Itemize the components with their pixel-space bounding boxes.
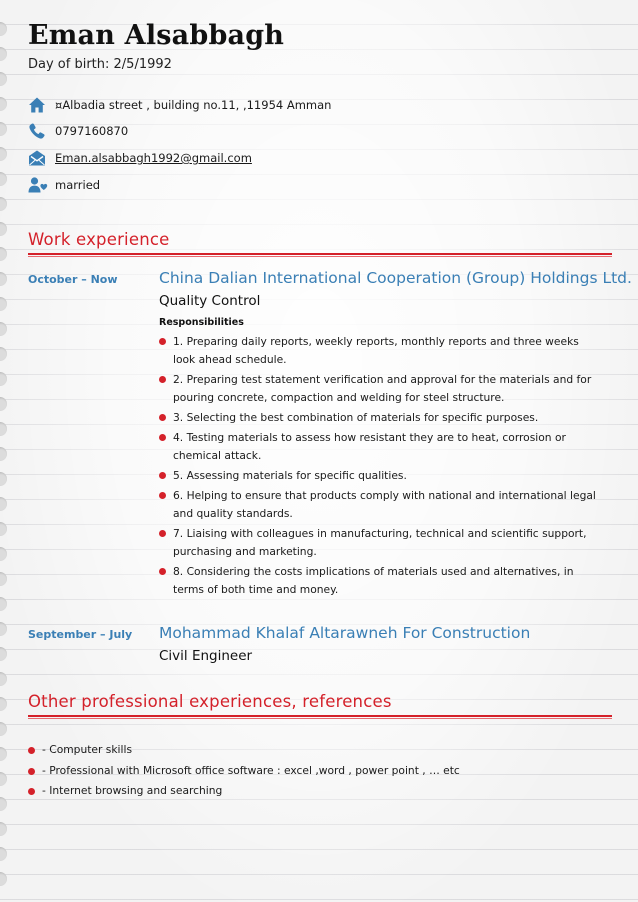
- binding-hole: [0, 647, 7, 661]
- list-item: 1. Preparing daily reports, weekly reports, monthly reports and three weeks look ahead schedule.: [159, 333, 604, 369]
- list-item: - Computer skills: [28, 740, 460, 761]
- binding-hole: [0, 447, 7, 461]
- binding-hole: [0, 872, 7, 886]
- binding-hole: [0, 722, 7, 736]
- binding-hole: [0, 772, 7, 786]
- home-icon: [28, 96, 46, 114]
- contact-address: [28, 95, 332, 115]
- user-heart-icon: [28, 176, 46, 194]
- binding-hole: [0, 222, 7, 236]
- contact-marital-status: [28, 175, 101, 195]
- binding-hole: [0, 597, 7, 611]
- resume-page: [28, 0, 632, 902]
- list-item: 5. Assessing materials for specific qualities.: [159, 467, 604, 485]
- binding-hole: [0, 272, 7, 286]
- job-period: September – July: [28, 628, 133, 641]
- section-divider: [28, 253, 612, 257]
- binding-hole: [0, 672, 7, 686]
- binding-hole: [0, 572, 7, 586]
- list-item: 6. Helping to ensure that products comply with national and international legal and quality standards.: [159, 487, 604, 523]
- list-item: 3. Selecting the best combination of materials for specific purposes.: [159, 409, 604, 427]
- binding-hole: [0, 497, 7, 511]
- email-icon: [28, 149, 46, 167]
- list-item: - Internet browsing and searching: [28, 781, 460, 802]
- job-period: October – Now: [28, 273, 118, 286]
- binding-hole: [0, 197, 7, 211]
- binding-hole: [0, 747, 7, 761]
- binding-hole: [0, 697, 7, 711]
- list-item: - Professional with Microsoft office software : excel ,word , power point , … etc: [28, 761, 460, 782]
- binding-hole: [0, 622, 7, 636]
- list-item: 7. Liaising with colleagues in manufacturing, technical and scientific support, purchasing and marketing.: [159, 525, 604, 561]
- employer-name: Mohammad Khalaf Altarawneh For Construction: [159, 624, 531, 642]
- list-item: 8. Considering the costs implications of materials used and alternatives, in terms of both time and money.: [159, 563, 604, 599]
- binding-hole: [0, 547, 7, 561]
- date-of-birth: Day of birth: 2/5/1992: [28, 57, 172, 72]
- binding-hole: [0, 397, 7, 411]
- other-experiences-list: [28, 740, 460, 802]
- contact-email[interactable]: [28, 148, 252, 168]
- binding-hole: [0, 472, 7, 486]
- binding-hole: [0, 97, 7, 111]
- section-divider: [28, 715, 612, 719]
- binding-hole: [0, 297, 7, 311]
- binding-hole: [0, 22, 7, 36]
- list-item: 2. Preparing test statement verification and approval for the materials and for pouring concrete, compaction and welding for steel structure.: [159, 371, 604, 407]
- work-experience-heading: Work experience: [28, 230, 170, 249]
- binding-hole: [0, 522, 7, 536]
- binding-hole: [0, 47, 7, 61]
- binding-hole: [0, 372, 7, 386]
- employer-name: China Dalian International Cooperation (Group) Holdings Ltd.: [159, 269, 632, 287]
- job-position: Quality Control: [159, 293, 261, 309]
- address-text: ¤Albadia street , building no.11, ,11954 Amman: [55, 98, 332, 112]
- phone-icon: [28, 122, 46, 140]
- other-experiences-heading: Other professional experiences, references: [28, 692, 392, 711]
- binding-hole: [0, 422, 7, 436]
- job-position: Civil Engineer: [159, 648, 253, 664]
- binding-hole: [0, 147, 7, 161]
- responsibilities-list: [159, 333, 604, 601]
- notebook-binding-holes: [0, 0, 9, 902]
- marital-status-text: married: [55, 178, 101, 192]
- list-item: 4. Testing materials to assess how resistant they are to heat, corrosion or chemical attack.: [159, 429, 604, 465]
- contact-phone: [28, 121, 129, 141]
- binding-hole: [0, 72, 7, 86]
- person-name: Eman Alsabbagh: [28, 20, 285, 51]
- binding-hole: [0, 247, 7, 261]
- binding-hole: [0, 172, 7, 186]
- email-link[interactable]: Eman.alsabbagh1992@gmail.com: [55, 151, 252, 165]
- phone-text: 0797160870: [55, 124, 129, 138]
- binding-hole: [0, 847, 7, 861]
- binding-hole: [0, 822, 7, 836]
- responsibilities-label: Responsibilities: [159, 317, 244, 328]
- binding-hole: [0, 347, 7, 361]
- binding-hole: [0, 122, 7, 136]
- binding-hole: [0, 797, 7, 811]
- binding-hole: [0, 322, 7, 336]
